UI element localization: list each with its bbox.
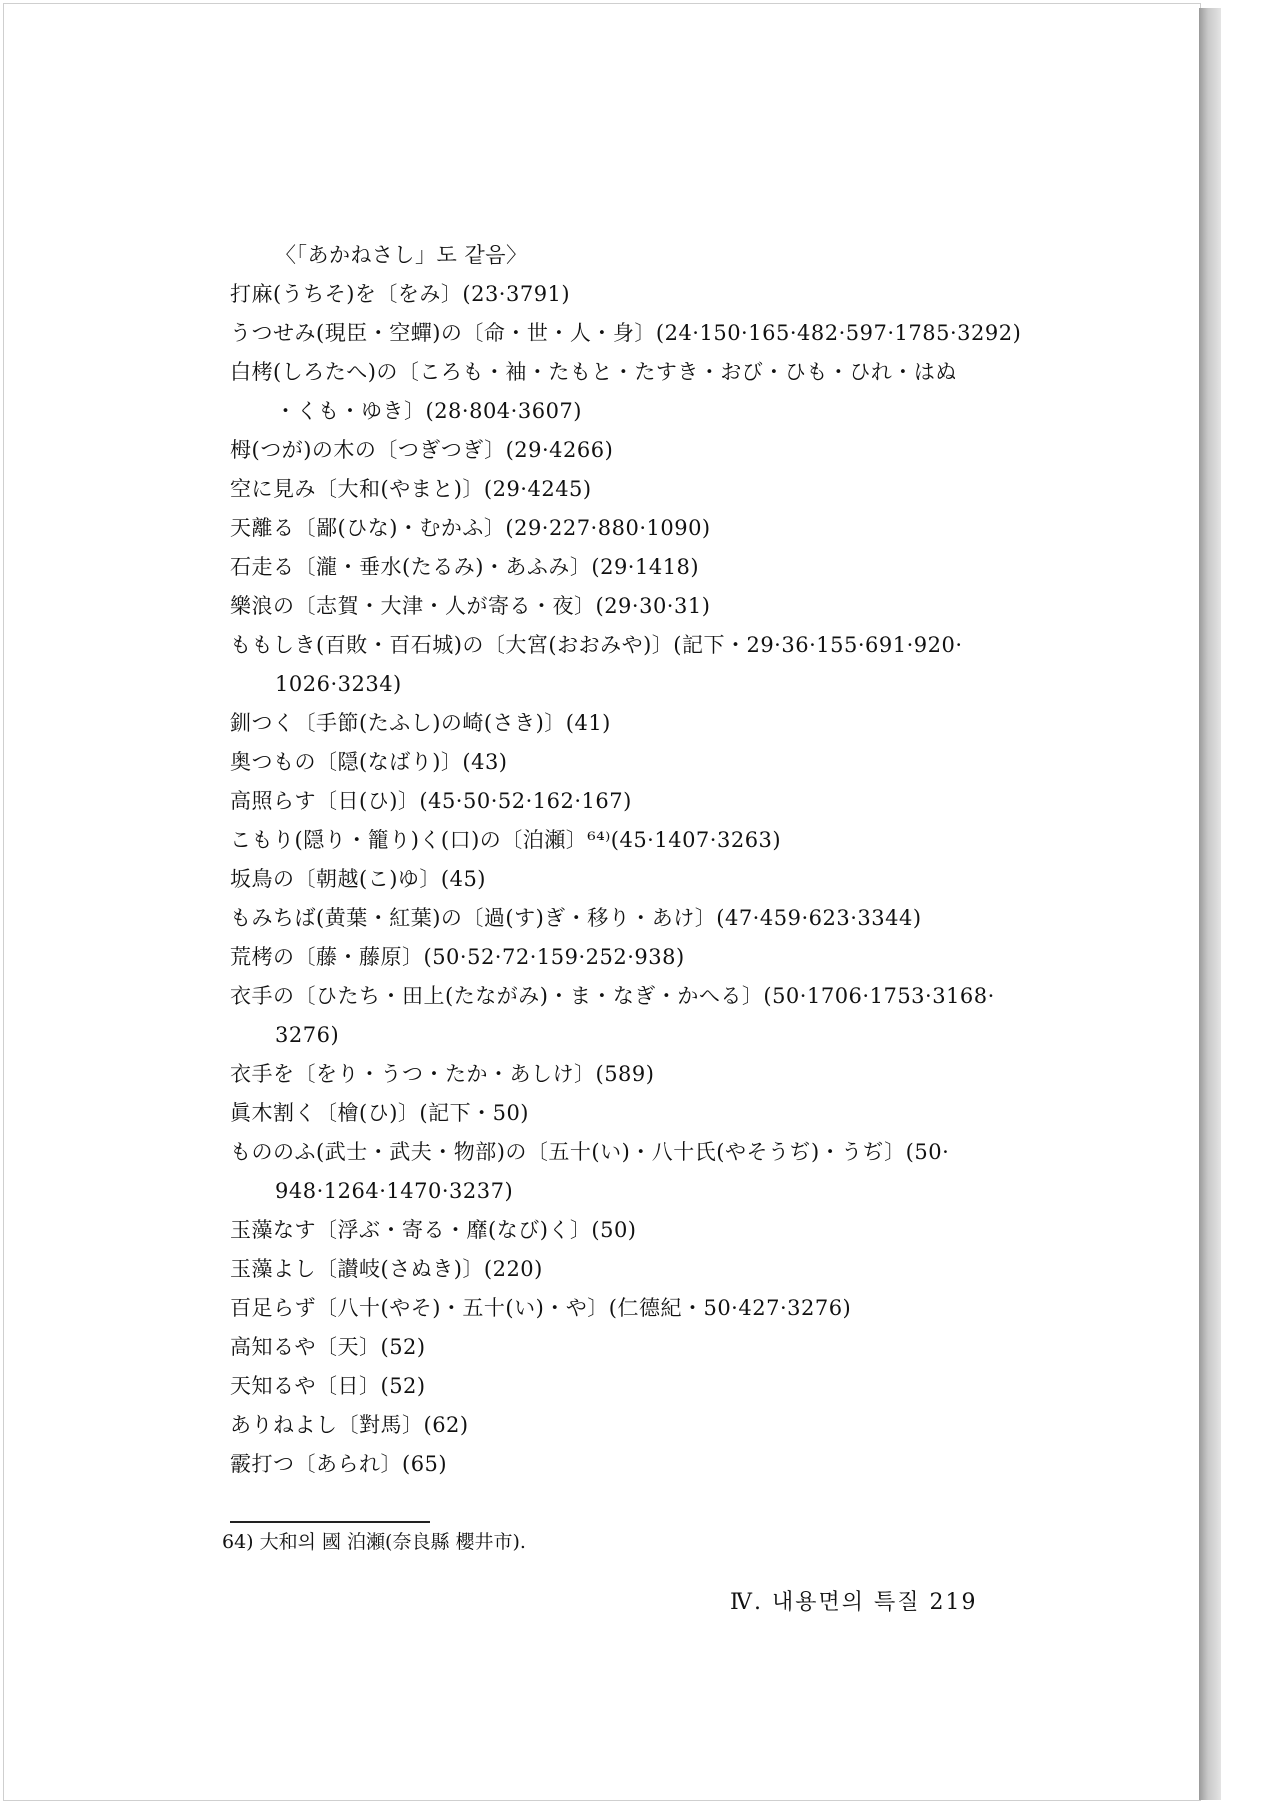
text-line: 衣手の〔ひたち・田上(たながみ)・ま・なぎ・かへる〕(50·1706·1753·3168· <box>230 984 995 1008</box>
text-line: こもり(隠り・籠り)く(口)の〔泊瀬〕⁶⁴⁾(45·1407·3263) <box>230 828 782 852</box>
text-line: 栂(つが)の木の〔つぎつぎ〕(29·4266) <box>230 438 614 462</box>
footnote-rule <box>230 1521 430 1523</box>
text-line: 釧つく〔手節(たふし)の崎(さき)〕(41) <box>230 711 611 735</box>
text-line: 948·1264·1470·3237) <box>275 1179 514 1203</box>
text-line: 奥つもの〔隠(なばり)〕(43) <box>230 750 508 774</box>
text-line: 天知るや〔日〕(52) <box>230 1374 426 1398</box>
text-line: 打麻(うちそ)を〔をみ〕(23·3791) <box>230 282 571 306</box>
text-line: 白栲(しろたへ)の〔ころも・袖・たもと・たすき・おび・ひも・ひれ・はぬ <box>230 360 957 384</box>
text-line: 空に見み〔大和(やまと)〕(29·4245) <box>230 477 592 501</box>
text-line: 眞木割く〔檜(ひ)〕(記下・50) <box>230 1101 529 1125</box>
footnote: 64) 大和의 國 泊瀬(奈良縣 櫻井市). <box>222 1531 526 1553</box>
text-line: 衣手を〔をり・うつ・たか・あしけ〕(589) <box>230 1062 655 1086</box>
text-line: ありねよし〔對馬〕(62) <box>230 1413 469 1437</box>
text-line: 3276) <box>275 1023 340 1047</box>
text-line: 1026·3234) <box>275 672 402 696</box>
text-line: 樂浪の〔志賀・大津・人が寄る・夜〕(29·30·31) <box>230 594 711 618</box>
text-line: 百足らず〔八十(やそ)・五十(い)・や〕(仁德紀・50·427·3276) <box>230 1296 852 1320</box>
text-line: 高知るや〔天〕(52) <box>230 1335 426 1359</box>
text-line: ・くも・ゆき〕(28·804·3607) <box>275 399 582 423</box>
page-edge <box>1199 8 1221 1800</box>
text-line: 天離る〔鄙(ひな)・むかふ〕(29·227·880·1090) <box>230 516 711 540</box>
page-body <box>230 236 1030 1484</box>
text-line: 高照らす〔日(ひ)〕(45·50·52·162·167) <box>230 789 632 813</box>
text-line: ももしき(百敗・百石城)の〔大宮(おおみや)〕(記下・29·36·155·691·920· <box>230 633 963 657</box>
text-line: うつせみ(現臣・空蟬)の〔命・世・人・身〕(24·150·165·482·597·1785·3292) <box>230 321 1022 345</box>
text-line: 〈「あかねさし」도 같음〉 <box>275 243 528 267</box>
text-line: 玉藻よし〔讃岐(さぬき)〕(220) <box>230 1257 543 1281</box>
text-line: 石走る〔瀧・垂水(たるみ)・あふみ〕(29·1418) <box>230 555 700 579</box>
page-footer: Ⅳ. 내용면의 특질 219 <box>730 1590 978 1615</box>
text-line: 荒栲の〔藤・藤原〕(50·52·72·159·252·938) <box>230 945 685 969</box>
text-line: 坂鳥の〔朝越(こ)ゆ〕(45) <box>230 867 486 891</box>
text-line: もみちば(黄葉・紅葉)の〔過(す)ぎ・移り・あけ〕(47·459·623·3344) <box>230 906 922 930</box>
text-line: 霰打つ〔あられ〕(65) <box>230 1452 448 1476</box>
text-line: もののふ(武士・武夫・物部)の〔五十(い)・八十氏(やそうぢ)・うぢ〕(50· <box>230 1140 950 1164</box>
text-line: 玉藻なす〔浮ぶ・寄る・靡(なび)く〕(50) <box>230 1218 637 1242</box>
